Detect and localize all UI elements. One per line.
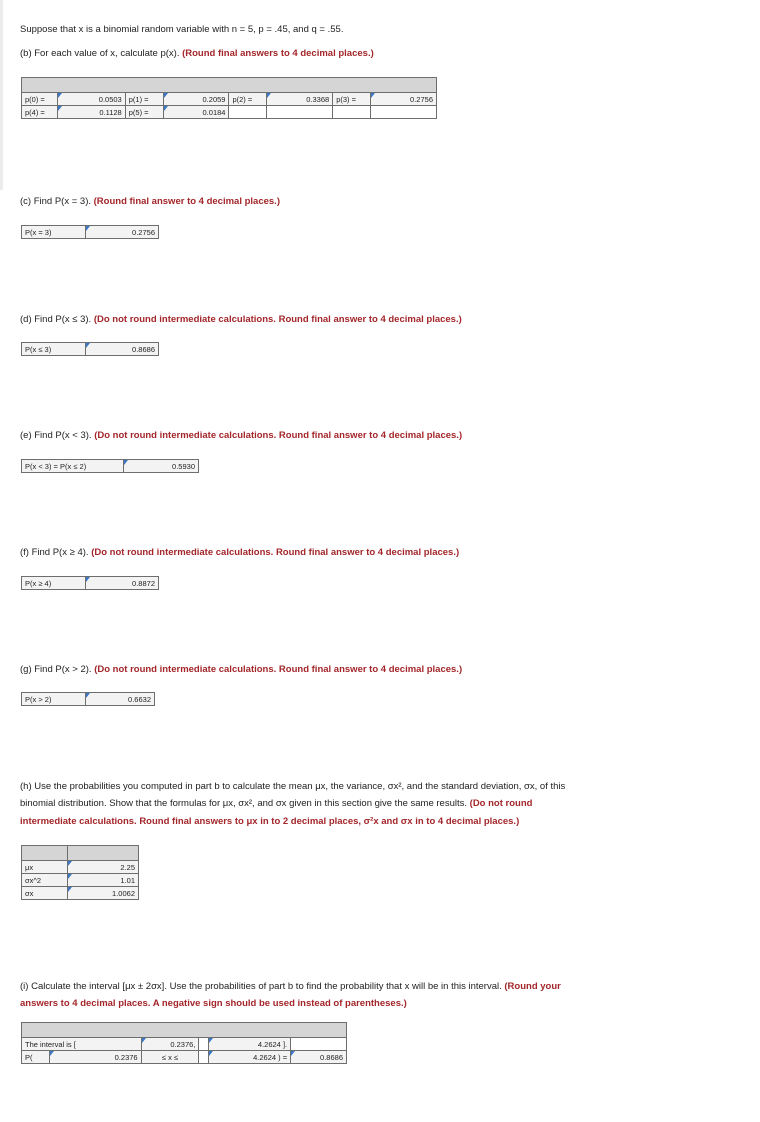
left-edge-bar — [0, 0, 3, 190]
input-p-lower[interactable]: 0.2376 — [49, 1051, 141, 1064]
input-probability[interactable]: 0.8686 — [291, 1051, 347, 1064]
part-i-note: (Round your — [504, 981, 561, 992]
label-std-dev: σx — [22, 887, 68, 900]
part-d-note: (Do not round intermediate calculations. Round final answer to 4 decimal places.) — [93, 314, 462, 325]
label-p-open: P( — [22, 1051, 50, 1064]
empty-cell — [199, 1051, 209, 1064]
input-p3[interactable]: 0.2756 — [371, 93, 437, 106]
part-h-table — [21, 845, 139, 900]
part-b-prompt-text: (b) For each value of x, calculate p(x). — [20, 48, 180, 59]
part-h-line1: (h) Use the probabilities you computed in part b to calculate the mean μx, the variance, σx², and the standard deviation, σx, of this — [20, 781, 566, 792]
input-interval-lower[interactable] — [141, 1038, 199, 1051]
input-p0[interactable]: 0.0503 — [57, 93, 125, 106]
part-h-line2 — [20, 796, 532, 812]
part-h-note-cont: intermediate calculations. Round final answers to μx in to 2 decimal places, σ²x and σx in to 4 decimal places.) — [20, 816, 520, 827]
input-p2[interactable]: 0.3368 — [267, 93, 333, 106]
part-c-prompt-text: (c) Find P(x = 3). — [20, 196, 91, 207]
label-p1: p(1) = — [125, 93, 163, 106]
part-e-note: (Do not round intermediate calculations. Round final answer to 4 decimal places.) — [94, 430, 463, 441]
label-p-x-eq-3: P(x = 3) — [22, 226, 86, 239]
table-header — [22, 846, 68, 861]
part-c-table — [21, 225, 159, 239]
input-p-x-ge-4[interactable]: 0.8872 — [85, 577, 158, 590]
input-p1[interactable]: 0.2059 — [163, 93, 229, 106]
input-p4[interactable]: 0.1128 — [57, 106, 125, 119]
table-header — [22, 1023, 347, 1038]
input-mean[interactable]: 2.25 — [67, 861, 138, 874]
paren-eq: ) = — [278, 1052, 288, 1062]
label-leq-x-leq: ≤ x ≤ — [141, 1051, 199, 1064]
input-p-upper[interactable] — [209, 1051, 291, 1064]
interval-lower-value: 0.2376 — [170, 1039, 194, 1049]
bracket-close: ]. — [282, 1039, 288, 1049]
input-p-x-gt-2[interactable]: 0.6632 — [85, 693, 154, 706]
part-f-prompt-text: (f) Find P(x ≥ 4). — [20, 547, 89, 558]
part-e-table — [21, 459, 199, 473]
empty-cell — [291, 1038, 347, 1051]
part-g-prompt — [20, 662, 462, 678]
label-p-x-le-3: P(x ≤ 3) — [22, 343, 86, 356]
part-b-note: (Round final answers to 4 decimal places.) — [182, 48, 374, 59]
part-c-prompt — [20, 194, 280, 210]
part-f-prompt — [20, 545, 459, 561]
label-p2: p(2) = — [229, 93, 267, 106]
input-variance[interactable]: 1.01 — [67, 874, 138, 887]
part-d-prompt — [20, 312, 462, 328]
empty-cell — [371, 106, 437, 119]
label-p3: p(3) = — [333, 93, 371, 106]
part-h-note: (Do not round — [469, 798, 533, 809]
part-g-note: (Do not round intermediate calculations. Round final answer to 4 decimal places.) — [94, 664, 463, 675]
label-p0: p(0) = — [22, 93, 58, 106]
part-i-line1 — [20, 979, 561, 995]
empty-cell — [267, 106, 333, 119]
part-g-table — [21, 692, 155, 706]
part-b-table — [21, 77, 437, 119]
part-f-table — [21, 576, 159, 590]
input-p-x-eq-3[interactable]: 0.2756 — [85, 226, 158, 239]
empty-cell — [333, 106, 371, 119]
part-e-prompt — [20, 428, 462, 444]
table-header — [67, 846, 138, 861]
part-i-table — [21, 1022, 347, 1064]
label-p5: p(5) = — [125, 106, 163, 119]
label-p4: p(4) = — [22, 106, 58, 119]
label-interval: The interval is [ — [22, 1038, 142, 1051]
part-b-prompt — [20, 46, 374, 62]
empty-cell — [199, 1038, 209, 1051]
part-e-prompt-text: (e) Find P(x < 3). — [20, 430, 92, 441]
label-variance: σx^2 — [22, 874, 68, 887]
part-i-note-cont: answers to 4 decimal places. A negative sign should be used instead of parentheses.) — [20, 998, 407, 1009]
interval-upper-value: 4.2624 — [257, 1039, 281, 1049]
part-f-note: (Do not round intermediate calculations. Round final answer to 4 decimal places.) — [91, 547, 460, 558]
p-upper-value: 4.2624 — [253, 1052, 277, 1062]
part-d-table — [21, 342, 159, 356]
part-h-line2-text: binomial distribution. Show that the formulas for μx, σx², and σx given in this section give the same results. — [20, 798, 468, 809]
part-g-prompt-text: (g) Find P(x > 2). — [20, 664, 92, 675]
input-interval-upper[interactable] — [209, 1038, 291, 1051]
input-std-dev[interactable]: 1.0062 — [67, 887, 138, 900]
part-c-note: (Round final answer to 4 decimal places.) — [93, 196, 280, 207]
table-header — [22, 78, 437, 93]
input-p-x-lt-3[interactable]: 0.5930 — [123, 460, 198, 473]
label-mean: μx — [22, 861, 68, 874]
label-p-x-gt-2: P(x > 2) — [22, 693, 86, 706]
input-p-x-le-3[interactable]: 0.8686 — [85, 343, 158, 356]
part-d-prompt-text: (d) Find P(x ≤ 3). — [20, 314, 92, 325]
empty-cell — [229, 106, 267, 119]
label-p-x-ge-4: P(x ≥ 4) — [22, 577, 86, 590]
input-p5[interactable]: 0.0184 — [163, 106, 229, 119]
comma-sep: , — [193, 1039, 196, 1049]
intro-text: Suppose that x is a binomial random variable with n = 5, p = .45, and q = .55. — [20, 24, 344, 35]
label-p-x-lt-3: P(x < 3) = P(x ≤ 2) — [22, 460, 124, 473]
part-i-line1-text: (i) Calculate the interval [μx ± 2σx]. Use the probabilities of part b to find the probability that x will be in this interval. — [20, 981, 502, 992]
